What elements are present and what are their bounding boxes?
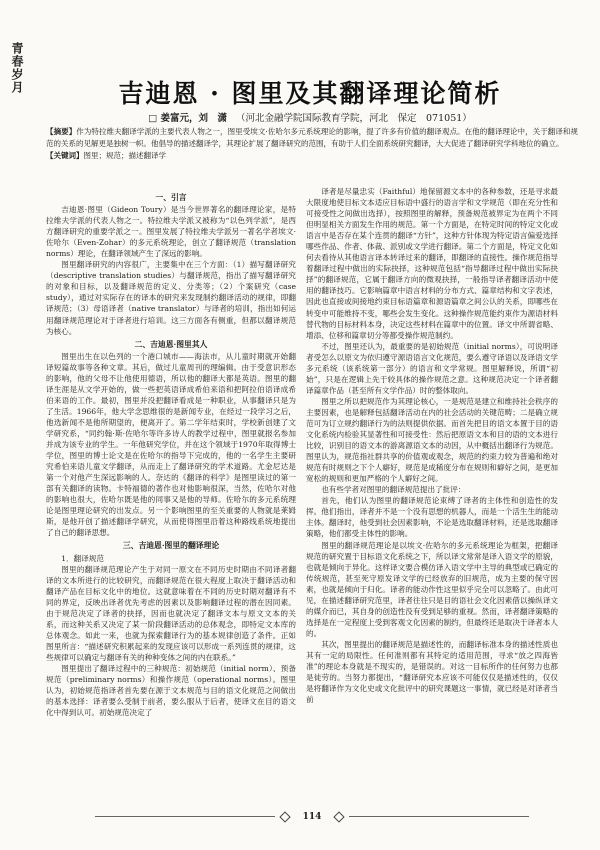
byline xyxy=(40,110,580,124)
subsection-heading: 1．翻译规范 xyxy=(61,553,104,563)
footer-rule-left xyxy=(95,816,275,817)
section-heading: 一、引言 xyxy=(155,193,187,202)
paragraph: 不过，图里还认为，最重要的是初始规范（initial norms），可说明译者受怎么以原文为依归遵守源语语言文化规范，要么遵守译语以及译语文学多元系统（该系统第一部分）的语言和文学常规。图里解释说，所谓“初始”，只是在逻辑上先于较具体的操作规范之意。这种规范决定一个译者翻译篇章作品（甚至所有文学作品）时的整体取向。 xyxy=(306,341,558,395)
paragraph: 也有些学者对图里的翻译规范提出了批评： xyxy=(321,485,466,495)
keywords-text: 图里；规范；描述翻译学 xyxy=(83,151,166,160)
paragraph: 其次，图里提出的翻译规范是描述性的，而翻译标准本身的描述性质也其有一定的局限性。任何准则都有其特定的适用范围，寻求“放之四海皆准”的理论本身就是不现实的，是错误的。对这一目标所作的任何努力也都是徒劳的。当努力都提出，“翻译研究本应该不可能仅仅是描述性的，仅仅是将翻译作为文化史或文化批评中的研究课题这一事情，就已经是对译者当前 xyxy=(306,639,558,705)
section-side-tag xyxy=(10,42,34,94)
paragraph: 图里翻译研究的内容很广，主要集中在三个方面：（1）描写翻译研究（descriptive translation studies）与翻译规范，指出了描写翻译研究的对象和目标，以及翻译规范的定义、分类等；（2）个案研究（case study），通过对实际存在的译本的研究来发现制约翻译活动的规律，即翻译规范；（3）母语译者（native translator）与译者的培训，指出如何运用翻译规范理论对于译者进行培训。这三方面各有侧重，但都以翻译规范为核心。 xyxy=(46,260,296,336)
article-title: 吉迪恩 · 图里及其翻译理论简析 xyxy=(118,79,502,108)
diamond-ornament-icon xyxy=(279,811,290,822)
page-footer xyxy=(46,812,578,822)
affiliation: （河北金融学院国际教育学院，河北 保定 071051） xyxy=(236,113,472,124)
page-number: 114 xyxy=(302,812,322,822)
paragraph: 译者是尽量忠实（Faithful）地保留源文本中的各种参数，还是寻求最大限度地使目标文本适应目标语中盛行的语言学和文学规范（即在充分性和可接受性之间做出选择），按照图里的解释，预备规范被界定为在两个不同但明显相关方面发生作用的规范。第一个方面是，在特定时间的特定文化或语言中是否存在某个连贯的翻译“方针”，这种方针体现为特定语言偏爱选择哪些作品、作者、体裁、派别或文学进行翻译。第二个方面是，特定文化如何去看待从其他语言译本转译过来的翻译，即翻译的直接性。操作规范指导着翻译过程中做出的实际抉择，这种规范包括“指导翻译过程中做出实际抉择”的翻译规范，它属于翻译方向的微观抉择，一般指导译者翻译活动中使用的翻译技巧。它影响篇章中语言材料的分布方式、篇章结构和文字表述，因此也直接或间接地约束目标语篇章和源语篇章之间公认的关系，即哪些在转变中可能维持不变，哪些会发生变化。这种操作规范能约束作为源语材料替代物的目标材料本身，决定这些材料在篇章中的位置。译文中所谓省略、增添、位移和篇章切分等都受操作规范制约。 xyxy=(306,187,558,340)
section-heading: 三、吉迪恩·图里的翻译理论 xyxy=(122,541,220,551)
paragraph: 首先，他们认为图里的翻译规范论束缚了译者的主体性和创造性的发挥。他们指出，译者并不是一个没有思想的机器人，而是一个活生生的能动主体。翻译时，他受到社会因素影响，不论是选取翻译材料，还是选取翻译策略，他们都受主体性的影响。 xyxy=(306,496,558,539)
authors: □ 姜富元，刘 潇 xyxy=(148,113,227,124)
abstract-label: 【摘要】 xyxy=(46,127,77,136)
paragraph: 图里出生在以色列的一个港口城市——海法市，从儿童时期就开始翻译短篇故事等各种文章。其后，做过儿童周刊的理编辑。由于受意识形态的影响，他的父母不让他使用德语，所以他的翻译大都是英语。图里的翻译生涯是从文学开始的，做一些把英语译成希伯来语和把阿拉伯语译成希伯来语的工作。最初，图里并没把翻译看成是一种职业，从事翻译只是为了生活。1966年，他大学念思维很的是新闻专业，在经过一段学习之后，他选新闻不是他所期望的，便离开了。第二学年结束时，学校新创建了文学研究系，“同约翰·斯·佐哈尔等许多诗人的教学过程中，图里就报名参加并成为该专业的学生。一年他研究学位，并在这个领域于1970年取得博士学位，图里的博士论文是在佐哈尔的指导下完成的，他的一名学生主要研究希伯来语儿童文学翻译，从而走上了翻译研究的学术道路。尤金尼达是第一个对他产生深远影响的人。奈达的《翻译的科学》是图里读过的第一部有关翻译的读物。卡特福德的著作也对他影响很深，当然，佐哈尔对他的影响也很大，佐哈尔既是他的同事又是他的导师。佐哈尔的多元系统理论是图里理论研究的出发点。另一个影响图里的至关重要的人物就是莱姆斯，是他开创了描述翻译学研究，从而使得图里沿着这种路线系统地提出了自己的翻译思想。 xyxy=(46,351,296,538)
keywords-label: 【关键词】 xyxy=(46,151,84,160)
abstract-text: 作为特拉维夫翻译学派的主要代表人物之一，图里受埃文·佐哈尔多元系统理论的影响，提了许多有价值的翻译观点。在他的翻译理论中，关于翻译和规范的关系的见解更是独树一帜。他倡导的描述翻译学，其理论扩展了翻译研究的范围，有助于人们全面系统研究翻译，大大促进了翻译研究学科地位的确立。 xyxy=(46,127,578,148)
paragraph: 吉迪恩·图里（Gideon Toury）是当今世界著名的翻译理论家，是特拉维夫学派的代表人物之一。特拉维夫学派又被称为“以色列学派”，是西方翻译研究的重要学派之一。图里发展了特拉维夫学派另一著名学者埃文·佐哈尔（Even-Zohar）的多元系统理论，创立了翻译规范（translation norms）理论，在翻译领域产生了深远的影响。 xyxy=(46,205,296,259)
right-column xyxy=(306,186,558,794)
abstract xyxy=(46,126,578,149)
section-heading: 二、吉迪恩·图里其人 xyxy=(134,339,208,349)
diamond-ornament-icon xyxy=(334,811,345,822)
paragraph: 图里之所以把规范作为其理论核心，一是规范是建立和维持社会秩序的主要因素，也是解释包括翻译活动在内的社会活动的关键范畴；二是确立规范可为订立规约翻译行为的法则提供依据。而首先把目的语文本置于目的语文化系统内检验其显著性和可接受性：然后把原语文本和目的语的文本进行比较，识别目的语文本的游离源语文本的动因，从中概括出翻译行为规范。图里认为，规范指社群共享的价值观或观念，规范的约束力较为普遍和绝对规范有时规则之下个人癖好，规范是成稀度分布在规则和癖好之间，是更加宽松的规则和更加严格的个人癖好之间。 xyxy=(306,396,558,484)
paragraph: 图里的翻译规范理论是以埃文·佐哈尔的多元系统理论为框架，把翻译规范的研究置于目标语文化系统之下，所以译文常常是译入语文学的原貌，也就是倾向于异化。这样译文要合模仿译入语文学中主导的典型或已确定的传统规范，甚至死守原发译文学的已经放弃的旧规范，成为主要的保守因素，也就是倾向于归化。译者的能动作性这里似乎完全可以忽略了。由此可见，在描述翻译研究范里，译者往往只是目的语社会文化因素借以操纵译文的媒介而已，其自身的创造性没有受到足够的重视。然而，译者翻译策略的选择是在一定程度上受到客观文化因素的制约，但最终还是取决于译者本人的。 xyxy=(306,540,558,638)
keywords xyxy=(46,150,578,162)
side-tag-text: 青春岁月 xyxy=(10,42,24,94)
left-column xyxy=(46,190,296,798)
abstract-block xyxy=(46,126,578,162)
paragraph: 图里提出了翻译过程中的三种规范：初始规范（initial norm）、预备规范（preliminary norms）和操作规范（operational norms）。图里认为，初始规范指译者首先要在源于文本规范与目的语文化规范之间做出的基本选择：译者要么受制于前者，要么服从于后者，使译文在目的语文化中得到认可。初始规范决定了 xyxy=(46,663,296,718)
paragraph: 图里的翻译规范理论产生于对同一原文在不同历史时期由不同译者翻译的文本所进行的比较研究，而翻译规范在很大程度上取决于翻译活动和翻译产品在目标文化中的地位。这就意味着在不同的历史时期对翻译有不同的界定，反映出译者优先考虑的因素以及影响翻译过程的潜在因同素。由于规范决定了译者的抉择，因而也就决定了翻译文本与原文文本的关系，而这种关系又决定了某一阶段翻译活动的总体观念，即特定文本库的总体观念。如此一来，也就为探索翻译行为的基本规律创造了条件。正如图里所言：“描述研究积累起来的发现应该可以形成一系列连贯的规律，这些规律可以确定与翻译有关的种种变体之间的内在联系。” xyxy=(46,564,296,662)
footer-rule-right xyxy=(349,816,529,817)
